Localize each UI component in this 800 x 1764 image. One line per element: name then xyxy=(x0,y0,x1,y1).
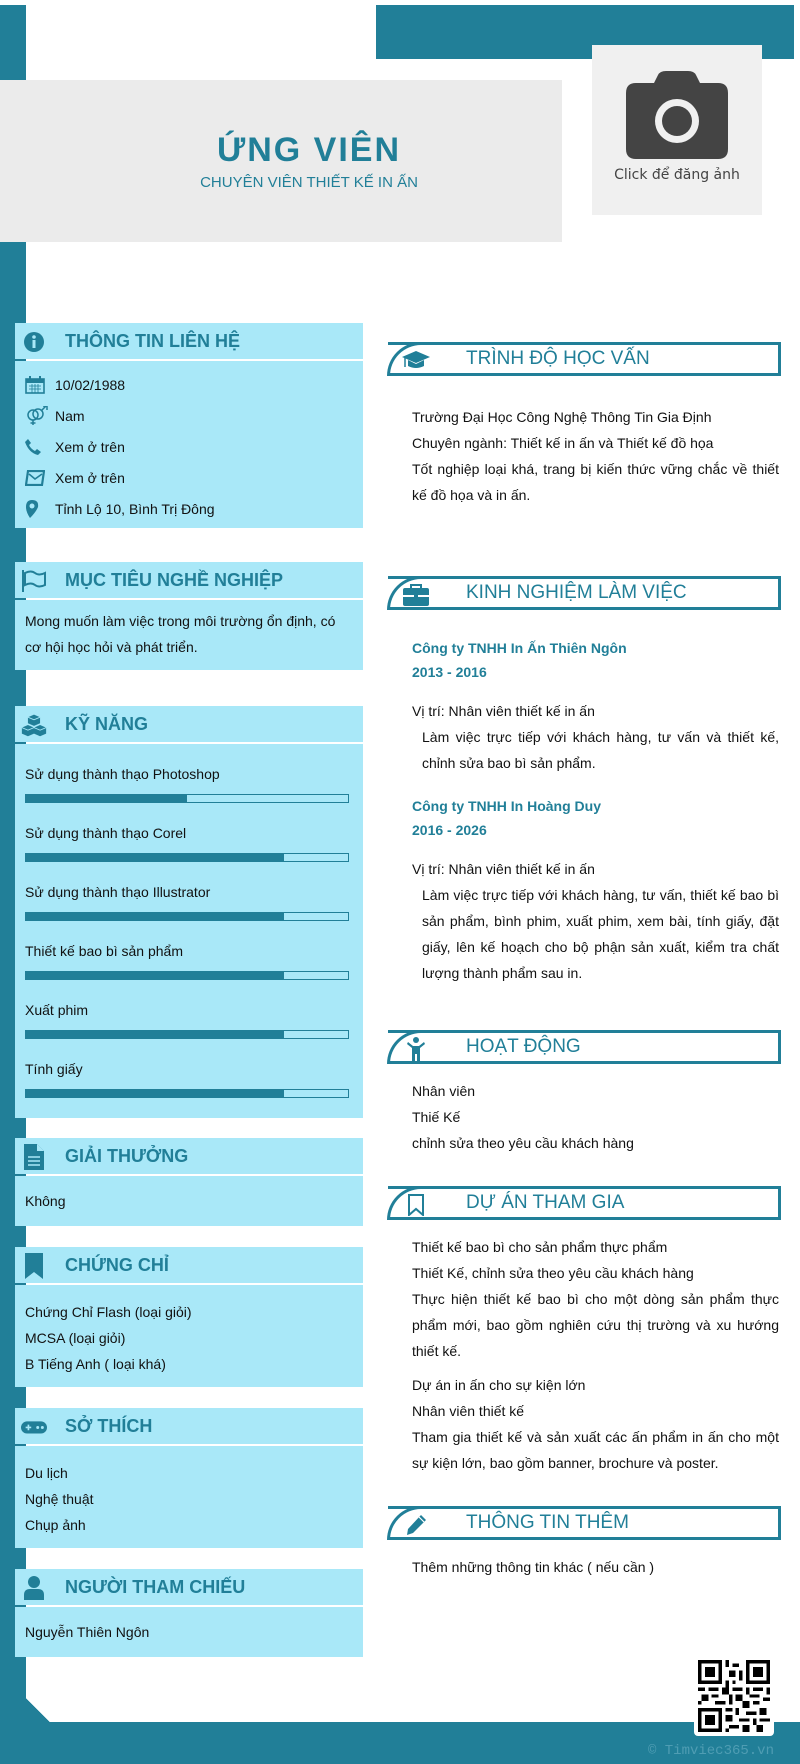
project-name[interactable]: Dự án in ấn cho sự kiện lớn xyxy=(412,1377,586,1393)
section-title: DỰ ÁN THAM GIA xyxy=(466,1192,625,1213)
experience-body xyxy=(388,610,781,986)
section-header xyxy=(388,342,781,376)
skill-bar xyxy=(25,1030,349,1039)
company-name[interactable]: Công ty TNHH In Hoàng Duy xyxy=(412,798,601,814)
skill-item: Xuất phim xyxy=(25,980,353,1039)
reference-item[interactable]: Nguyễn Thiên Ngôn xyxy=(25,1624,150,1640)
document-icon xyxy=(21,1145,47,1169)
section-header xyxy=(388,1186,781,1220)
qr-code xyxy=(694,1656,774,1736)
section-projects xyxy=(388,1186,781,1476)
skill-bar xyxy=(25,912,349,921)
skill-item: Sử dụng thành thạo Illustrator xyxy=(25,862,353,921)
certificates-list xyxy=(15,1285,363,1387)
job-description[interactable]: Làm việc trực tiếp với khách hàng, tư vấn và thiết kế, chỉnh sửa bao bì sản phẩm. xyxy=(422,729,779,771)
skill-bar-fill xyxy=(26,913,284,920)
section-awards xyxy=(15,1138,363,1226)
section-title: THÔNG TIN THÊM xyxy=(466,1512,629,1533)
project-role[interactable]: Thiết Kế, chỉnh sửa theo yêu cầu khách hàng xyxy=(412,1265,694,1281)
section-hobbies xyxy=(15,1408,363,1548)
decor-corner xyxy=(26,1698,50,1722)
objective-text[interactable]: Mong muốn làm việc trong môi trường ổn định, có cơ hội học hỏi và phát triển. xyxy=(25,613,336,655)
section-header xyxy=(15,1247,363,1283)
hobby-item[interactable]: Chụp ảnh xyxy=(25,1517,86,1533)
photo-upload-button[interactable] xyxy=(592,45,762,215)
flag-icon xyxy=(21,569,47,593)
section-header xyxy=(15,1569,363,1605)
section-title: SỞ THÍCH xyxy=(65,1415,153,1436)
calendar-icon xyxy=(25,376,55,394)
skill-bar xyxy=(25,971,349,980)
copyright: © Timviec365.vn xyxy=(647,1743,774,1759)
phone-icon xyxy=(25,439,55,455)
graduation-cap-icon xyxy=(402,349,430,373)
section-title: KINH NGHIỆM LÀM VIỆC xyxy=(466,582,687,603)
section-activities xyxy=(388,1030,781,1156)
gamepad-icon xyxy=(21,1415,47,1439)
certificate-item[interactable]: Chứng Chỉ Flash (loại giỏi) xyxy=(25,1304,192,1320)
additional-text[interactable]: Thêm những thông tin khác ( nếu cần ) xyxy=(412,1559,655,1575)
section-experience xyxy=(388,576,781,986)
project-item xyxy=(412,1372,779,1476)
section-title: TRÌNH ĐỘ HỌC VẤN xyxy=(466,348,650,369)
skills-list xyxy=(15,744,363,1118)
job-period[interactable]: 2016 - 2026 xyxy=(412,822,487,838)
activity-line[interactable]: Thiế Kế xyxy=(412,1109,461,1125)
person-arms-up-icon xyxy=(402,1037,430,1061)
info-icon xyxy=(21,330,47,354)
job-title[interactable]: CHUYÊN VIÊN THIẾT KẾ IN ẤN xyxy=(200,174,418,191)
project-item xyxy=(412,1234,779,1364)
job-period[interactable]: 2013 - 2016 xyxy=(412,664,487,680)
photo-caption: Click để đăng ảnh xyxy=(614,167,740,183)
location-icon xyxy=(25,500,55,518)
major[interactable]: Chuyên ngành: Thiết kế in ấn và Thiết kế đồ họa xyxy=(412,435,714,451)
skill-bar xyxy=(25,853,349,862)
award-item[interactable]: Không xyxy=(25,1193,66,1209)
activities-body xyxy=(388,1064,781,1156)
activity-line[interactable]: chỉnh sửa theo yêu cầu khách hàng xyxy=(412,1135,634,1151)
decor-bar-left-top xyxy=(0,5,26,80)
section-objective xyxy=(15,562,363,670)
candidate-name[interactable]: ỨNG VIÊN xyxy=(216,131,401,169)
project-name[interactable]: Thiết kế bao bì cho sản phẩm thực phẩm xyxy=(412,1239,668,1255)
skill-item: Sử dụng thành thạo Corel xyxy=(25,803,353,862)
section-references xyxy=(15,1569,363,1657)
skill-item: Tính giấy xyxy=(25,1039,353,1098)
contact-item-phone: Xem ở trên xyxy=(25,431,353,462)
contact-item-address: Tỉnh Lộ 10, Bình Trị Đông xyxy=(25,493,353,524)
skill-item: Thiết kế bao bì sản phẩm xyxy=(25,921,353,980)
skill-bar xyxy=(25,1089,349,1098)
job-item xyxy=(412,794,779,986)
education-body xyxy=(388,376,781,508)
project-description[interactable]: Tham gia thiết kế và sản xuất các ấn phẩm in ấn cho một sự kiện lớn, bao gồm banner, brochure và poster. xyxy=(412,1429,779,1471)
education-note[interactable]: Tốt nghiệp loại khá, trang bị kiến thức vững chắc về thiết kế đồ họa và in ấn. xyxy=(412,461,779,503)
name-block xyxy=(0,80,562,242)
references-list xyxy=(15,1607,363,1657)
job-position[interactable]: Vị trí: Nhân viên thiết kế in ấn xyxy=(412,703,595,719)
job-position[interactable]: Vị trí: Nhân viên thiết kế in ấn xyxy=(412,861,595,877)
user-icon xyxy=(21,1576,47,1600)
contact-item-birthday: 10/02/1988 xyxy=(25,369,353,400)
section-certificates xyxy=(15,1247,363,1387)
awards-list xyxy=(15,1176,363,1226)
school-name[interactable]: Trường Đại Học Công Nghệ Thông Tin Gia Định xyxy=(412,409,712,425)
section-title: THÔNG TIN LIÊN HỆ xyxy=(65,330,240,351)
hobby-item[interactable]: Nghệ thuật xyxy=(25,1491,94,1507)
hobby-item[interactable]: Du lịch xyxy=(25,1465,68,1481)
section-header xyxy=(15,1138,363,1174)
projects-body xyxy=(388,1220,781,1476)
section-title: NGƯỜI THAM CHIẾU xyxy=(65,1576,246,1597)
section-title: MỤC TIÊU NGHỀ NGHIỆP xyxy=(65,569,284,590)
activity-line[interactable]: Nhân viên xyxy=(412,1083,476,1099)
skill-bar-fill xyxy=(26,1090,284,1097)
job-description[interactable]: Làm việc trực tiếp với khách hàng, tư vấn, thiết kế bao bì sản phẩm, bình phim, xuất phim, xem bài, tính giấy, đặt giấy, lên kế hoạch cho bộ phận sản xuất, kiểm tra chất lượng thành phẩm sau in. xyxy=(422,887,779,981)
section-title: HOẠT ĐỘNG xyxy=(466,1036,581,1057)
bookmark-outline-icon xyxy=(402,1193,430,1217)
skill-bar-fill xyxy=(26,1031,284,1038)
section-header xyxy=(15,706,363,742)
certificate-item[interactable]: B Tiếng Anh ( loại khá) xyxy=(25,1356,166,1372)
qr-code-icon xyxy=(698,1660,770,1732)
email-icon xyxy=(25,470,55,486)
skill-bar-fill xyxy=(26,854,284,861)
objective-body xyxy=(15,600,363,670)
skill-bar-fill xyxy=(26,795,187,802)
section-education xyxy=(388,342,781,508)
skill-bar xyxy=(25,794,349,803)
section-header xyxy=(388,576,781,610)
section-header xyxy=(15,1408,363,1444)
section-title: CHỨNG CHỈ xyxy=(65,1254,169,1275)
bookmark-icon xyxy=(21,1254,47,1278)
additional-body xyxy=(388,1540,781,1580)
section-additional xyxy=(388,1506,781,1580)
cubes-icon xyxy=(21,713,47,737)
hobbies-list xyxy=(15,1446,363,1548)
project-description[interactable]: Thực hiện thiết kế bao bì cho một dòng sản phẩm thực phẩm mới, bao gồm nghiên cứu thị trường và xu hướng thiết kế. xyxy=(412,1291,779,1359)
section-header xyxy=(15,323,363,359)
skill-bar-fill xyxy=(26,972,284,979)
section-header xyxy=(388,1506,781,1540)
job-item xyxy=(412,636,779,776)
pencil-icon xyxy=(402,1513,430,1537)
briefcase-icon xyxy=(402,583,430,607)
section-header xyxy=(15,562,363,598)
gender-icon xyxy=(25,406,55,426)
project-role[interactable]: Nhân viên thiết kế xyxy=(412,1403,525,1419)
contact-list xyxy=(15,361,363,528)
section-skills xyxy=(15,706,363,1118)
certificate-item[interactable]: MCSA (loại giỏi) xyxy=(25,1330,126,1346)
company-name[interactable]: Công ty TNHH In Ấn Thiên Ngôn xyxy=(412,640,627,656)
skill-item: Sử dụng thành thạo Photoshop xyxy=(25,754,353,803)
section-contact xyxy=(15,323,363,528)
contact-item-email: Xem ở trên xyxy=(25,462,353,493)
section-header xyxy=(388,1030,781,1064)
contact-item-gender: Nam xyxy=(25,400,353,431)
section-title: GIẢI THƯỞNG xyxy=(65,1145,189,1166)
camera-icon xyxy=(626,71,728,159)
section-title: KỸ NĂNG xyxy=(65,713,149,734)
